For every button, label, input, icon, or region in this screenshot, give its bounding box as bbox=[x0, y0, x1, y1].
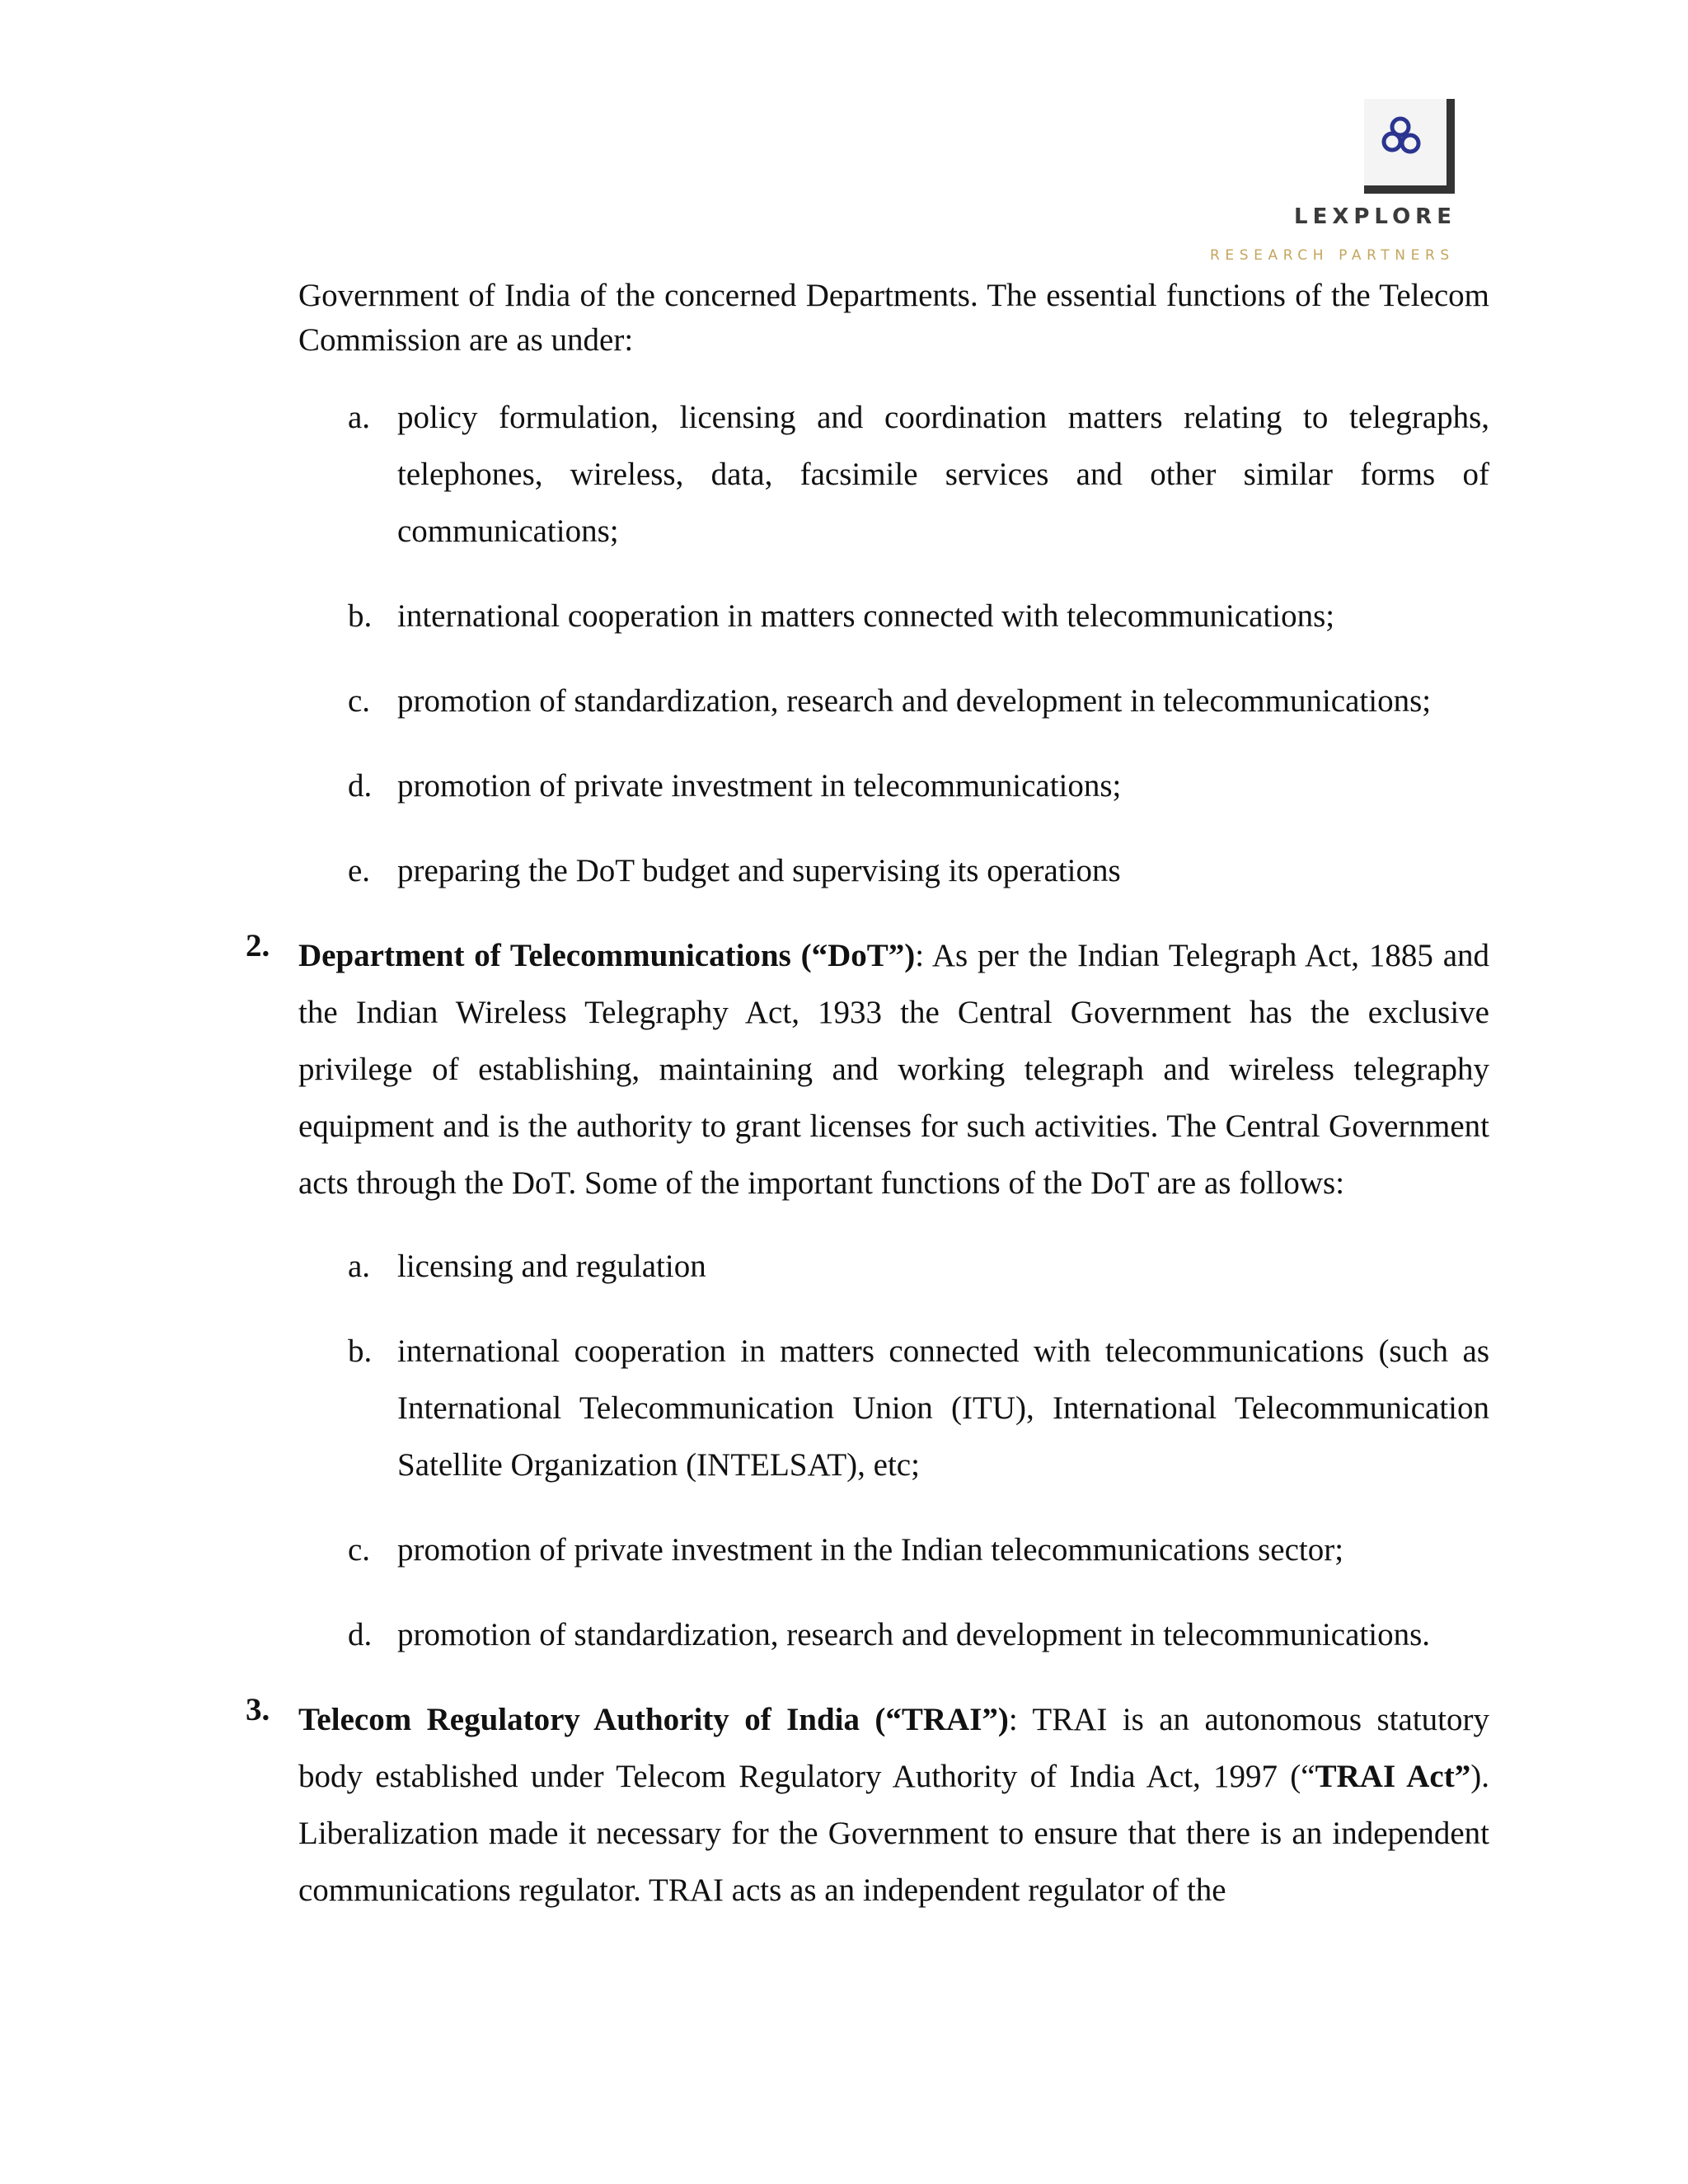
section-heading: Telecom Regulatory Authority of India (“TRAI”) bbox=[298, 1702, 1009, 1737]
logo-subtitle: RESEARCH PARTNERS bbox=[1210, 247, 1455, 264]
section-trai bbox=[246, 1691, 1489, 1919]
list-item bbox=[298, 1606, 1489, 1663]
list-text: promotion of standardization, research and development in telecommunications. bbox=[397, 1617, 1431, 1652]
list-item bbox=[298, 842, 1489, 899]
intro-paragraph: Government of India of the concerned Departments. The essential functions of the Telecom Commission are as under: bbox=[298, 278, 1489, 358]
list-label: d. bbox=[348, 768, 373, 804]
company-logo bbox=[1187, 99, 1467, 272]
list-label: c. bbox=[348, 1532, 371, 1568]
list-text: promotion of standardization, research and development in telecommunications; bbox=[397, 683, 1432, 719]
list-label: c. bbox=[348, 683, 371, 719]
list-item bbox=[298, 389, 1489, 560]
list-item bbox=[298, 1323, 1489, 1493]
list-text: policy formulation, licensing and coordination matters relating to telegraphs, telephones, wireless, data, facsimile services and other similar forms of communications; bbox=[397, 400, 1489, 549]
defined-term: TRAI Act” bbox=[1315, 1759, 1471, 1794]
list-text: international cooperation in matters connected with telecommunications (such as International Telecommunication Union (ITU), International Telecommunication Satellite Organization (INTELSAT), etc; bbox=[397, 1333, 1489, 1483]
list-label: a. bbox=[348, 400, 371, 435]
list-item bbox=[298, 757, 1489, 814]
list-text: licensing and regulation bbox=[397, 1249, 706, 1284]
section-number: 2. bbox=[246, 928, 270, 963]
list-label: e. bbox=[348, 853, 371, 888]
lexplore-emblem-icon bbox=[1364, 99, 1455, 194]
list-text: international cooperation in matters connected with telecommunications; bbox=[397, 598, 1335, 634]
list-text: preparing the DoT budget and supervising its operations bbox=[397, 853, 1121, 888]
section-dot bbox=[246, 927, 1490, 1212]
section-body: : TRAI is an autonomous statutory body established under Telecom Regulatory Authority of India Act, 1997 (“ bbox=[298, 1702, 1489, 1794]
list-text: promotion of private investment in telecommunications; bbox=[397, 768, 1122, 804]
document-body bbox=[246, 274, 1490, 1919]
list-item bbox=[298, 1521, 1489, 1578]
logo-name: LEXPLORE bbox=[1294, 204, 1456, 229]
list-label: d. bbox=[348, 1617, 373, 1652]
list-text: promotion of private investment in the Indian telecommunications sector; bbox=[397, 1532, 1344, 1568]
telecom-commission-functions-list bbox=[298, 389, 1489, 899]
section-dot-paragraph bbox=[298, 927, 1489, 1212]
list-label: b. bbox=[348, 598, 373, 634]
list-label: b. bbox=[348, 1333, 373, 1369]
section-heading: Department of Telecommunications (“DoT”) bbox=[298, 938, 916, 973]
section-trai-paragraph bbox=[298, 1691, 1489, 1919]
list-item bbox=[298, 588, 1489, 644]
section-body-continued: ). Liberalization made it necessary for the Government to ensure that there is an independent communications regulator. TRAI acts as an independent regulator of the bbox=[298, 1759, 1489, 1908]
dot-functions-list bbox=[298, 1238, 1489, 1663]
list-label: a. bbox=[348, 1249, 371, 1284]
list-item bbox=[298, 1238, 1489, 1295]
section-number: 3. bbox=[246, 1692, 270, 1727]
section-body: : As per the Indian Telegraph Act, 1885 and the Indian Wireless Telegraphy Act, 1933 the Central Government has the exclusive privilege of establishing, maintaining and working telegraph and wireless telegraphy equipment and is the authority to grant licenses for such activities. The Central Government acts through the DoT. Some of the important functions of the DoT are as follows: bbox=[298, 938, 1490, 1201]
list-item bbox=[298, 673, 1489, 729]
